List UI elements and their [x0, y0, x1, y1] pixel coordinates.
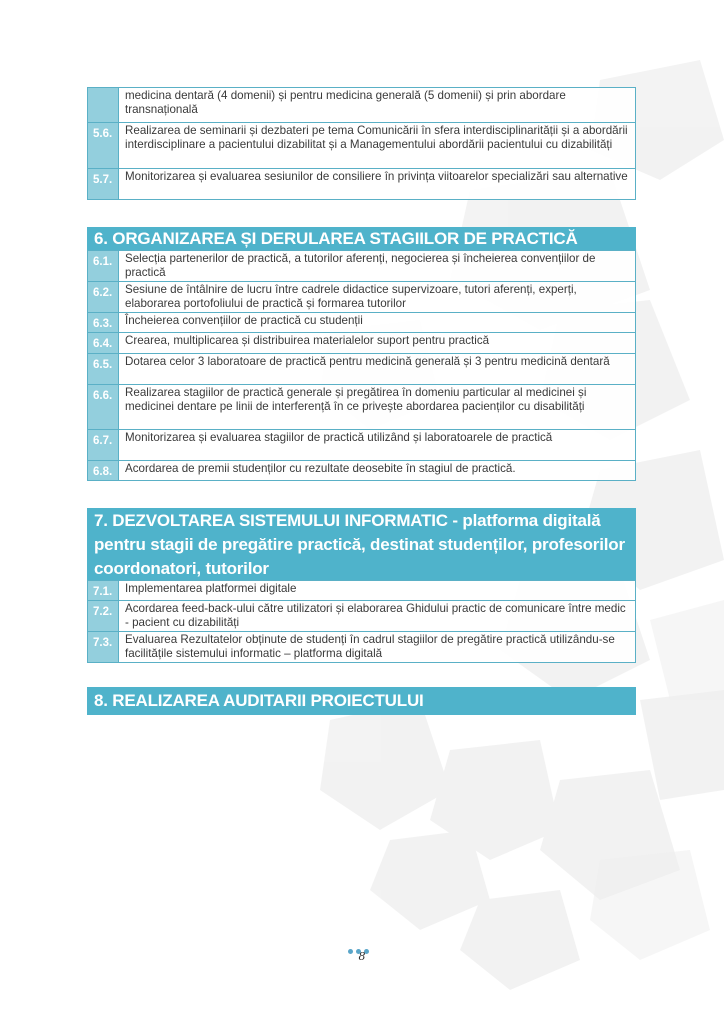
activity-description: Acordarea feed-back-ului către utilizatori și elaborarea Ghidului practic de comunicare între medic - pacient cu dizabilități	[119, 601, 636, 632]
activity-description: Evaluarea Rezultatelor obținute de studenți în cadrul stagiilor de pregătire practică utilizându-se facilitățile sistemului informatic – platforma digitală	[119, 632, 636, 663]
activity-number: 7.1.	[88, 581, 119, 601]
section-6-table	[87, 250, 636, 481]
table-row	[88, 601, 636, 632]
activity-description: Monitorizarea și evaluarea stagiilor de practică utilizând și laboratoarele de practică	[119, 430, 636, 461]
document-page	[87, 87, 636, 715]
activity-number: 6.1.	[88, 251, 119, 282]
activity-number: 7.2.	[88, 601, 119, 632]
table-row	[88, 169, 636, 200]
activities-table-continued	[87, 87, 636, 200]
table-row	[88, 581, 636, 601]
activity-number: 6.4.	[88, 333, 119, 354]
activity-number: 5.6.	[88, 123, 119, 169]
table-row	[88, 123, 636, 169]
activity-description: Crearea, multiplicarea și distribuirea materialelor suport pentru practică	[119, 333, 636, 354]
section-6-heading: 6. ORGANIZAREA ȘI DERULAREA STAGIILOR DE PRACTICĂ	[87, 227, 636, 250]
activity-description: Sesiune de întâlnire de lucru între cadrele didactice supervizoare, tutori aferenți, experți, elaborarea portofoliului de practică și formarea tutorilor	[119, 282, 636, 313]
section-8-heading: 8. REALIZAREA AUDITARII PROIECTULUI	[87, 687, 636, 715]
activity-description: Acordarea de premii studenților cu rezultate deosebite în stagiul de practică.	[119, 461, 636, 481]
table-row	[88, 430, 636, 461]
table-row	[88, 632, 636, 663]
table-row	[88, 354, 636, 385]
activity-number: 5.7.	[88, 169, 119, 200]
activity-number: 6.2.	[88, 282, 119, 313]
activity-number: 7.3.	[88, 632, 119, 663]
activity-number	[88, 88, 119, 123]
activity-description: Monitorizarea și evaluarea sesiunilor de consiliere în privința viitoarelor specializări sau alternative	[119, 169, 636, 200]
activity-description: Implementarea platformei digitale	[119, 581, 636, 601]
activity-number: 6.5.	[88, 354, 119, 385]
table-row	[88, 251, 636, 282]
table-row	[88, 88, 636, 123]
activity-number: 6.7.	[88, 430, 119, 461]
activity-description: Realizarea de seminarii și dezbateri pe tema Comunicării în sfera interdisciplinarității și a abordării interdisciplinare a pacientului dizabilitat și a Managementului abordării pacientului cu dizabilități	[119, 123, 636, 169]
footer-dots-icon	[348, 941, 378, 949]
activity-description: Încheierea convențiilor de practică cu studenții	[119, 313, 636, 333]
activity-description: Selecția partenerilor de practică, a tutorilor aferenți, negocierea și încheierea convențiilor de practică	[119, 251, 636, 282]
section-7-heading: 7. DEZVOLTAREA SISTEMULUI INFORMATIC - platforma digitală pentru stagii de pregătire practică, destinat studenților, profesorilor coordonatori, tutorilor	[87, 508, 636, 580]
section-7-table	[87, 580, 636, 663]
activity-number: 6.6.	[88, 385, 119, 430]
activity-description: Realizarea stagiilor de practică generale și pregătirea în domeniu particular al medicinei și medicinei dentare pe linii de interferență în ce privește abordarea pacienților cu disabilități	[119, 385, 636, 430]
table-row	[88, 461, 636, 481]
table-row	[88, 313, 636, 333]
table-row	[88, 333, 636, 354]
activity-description: medicina dentară (4 domenii) și pentru medicina generală (5 domenii) și prin abordare transnațională	[119, 88, 636, 123]
table-row	[88, 282, 636, 313]
table-row	[88, 385, 636, 430]
activity-description: Dotarea celor 3 laboratoare de practică pentru medicină generală și 3 pentru medicină dentară	[119, 354, 636, 385]
page-number: 8	[358, 950, 366, 963]
activity-number: 6.3.	[88, 313, 119, 333]
activity-number: 6.8.	[88, 461, 119, 481]
